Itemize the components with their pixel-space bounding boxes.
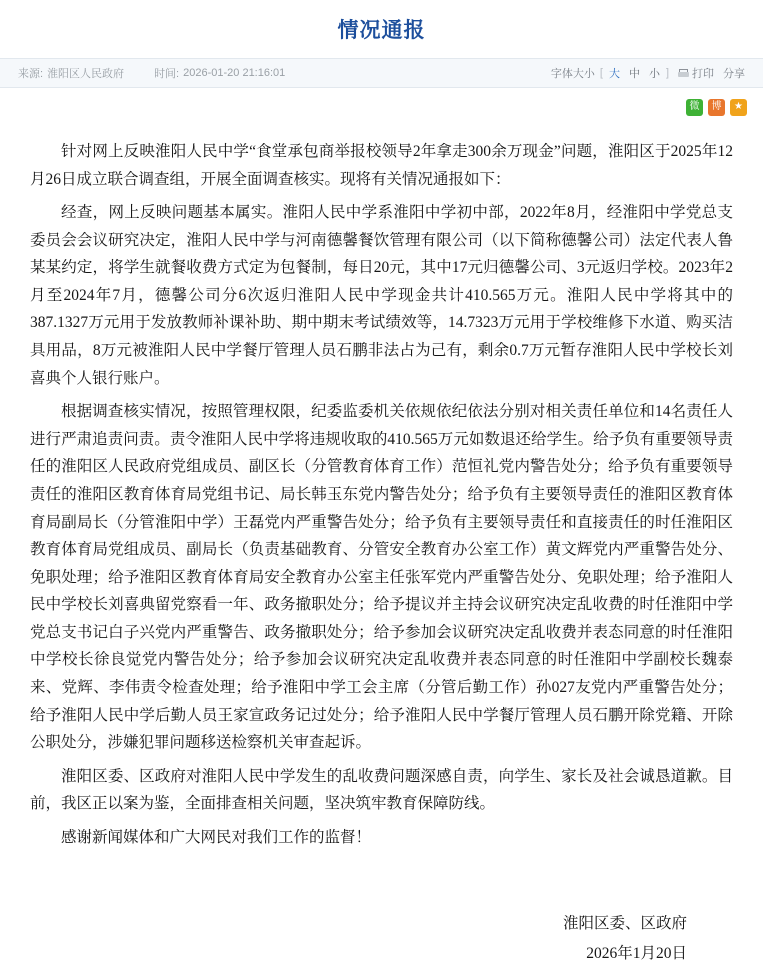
- article-body: [0, 120, 763, 968]
- fontsize-medium-button[interactable]: 中: [628, 68, 640, 80]
- favorite-share-icon[interactable]: ★: [730, 99, 747, 116]
- paragraph: 感谢新闻媒体和广大网民对我们工作的监督！: [61, 828, 372, 846]
- time-label: 时间:: [154, 68, 180, 80]
- print-label: 打印: [692, 68, 714, 80]
- meta-right-group: [551, 65, 745, 81]
- wechat-share-icon[interactable]: 微: [686, 99, 703, 116]
- bracket-close: ]: [665, 67, 669, 79]
- signature-org: 淮阳区委、区政府: [562, 915, 687, 933]
- bracket-open: [: [599, 67, 603, 79]
- signature-date: 2026年1月20日: [586, 944, 687, 962]
- signature-block: [30, 909, 733, 968]
- page-title: 情况通报: [337, 19, 426, 42]
- print-button[interactable]: [678, 65, 714, 81]
- time-value: 2026-01-20 21:16:01: [183, 67, 286, 79]
- share-icon-row: [0, 88, 763, 120]
- printer-icon: [678, 69, 689, 78]
- paragraph: 针对网上反映淮阳人民中学“食堂承包商举报校领导2年拿走300余万现金”问题，淮阳区于2025年12月26日成立联合调查组，开展全面调查核实。现将有关情况通报如下：: [30, 143, 733, 188]
- meta-left-group: [18, 65, 285, 81]
- source-value: 淮阳区人民政府: [47, 68, 125, 80]
- paragraph: 根据调查核实情况，按照管理权限，纪委监委机关依规依纪依法分别对相关责任单位和14名责任人进行严肃追责问责。责令淮阳人民中学将违规收取的410.565万元如数退还给学生。给予负有重要领导责任的淮阳区人民政府党组成员、副区长（分管教育体育工作）范恒礼党内警告处分；给予负有重要领导责任的淮阳区教育体育局党组书记、局长韩玉东党内警告处分；给予负有主要领导责任的淮阳区教育体育局副局长（分管淮阳中学）王磊党内严重警告处分；给予负有主要领导责任和直接责任的时任淮阳区教育体育局党组成员、副局长（负责基础教育、分管安全教育办公室工作）黄文辉党内严重警告处分、免职处理；给予淮阳区教育体育局安全教育办公室主任张军党内严重警告处分、免职处理；给予淮阳人民中学校长刘喜典留党察看一年、政务撤职处分；给予提议并主持会议研究决定乱收费的时任淮阳中学党总支书记白子兴党内严重警告、政务撤职处分；给予参加会议研究决定乱收费并表态同意的时任淮阳中学校长徐良觉党内警告处分；给予参加会议研究决定乱收费并表态同意的时任淮阳中学副校长魏泰来、党辉、李伟责令检查处理；给予淮阳中学工会主席（分管后勤工作）孙027友党内严重警告处分；给予淮阳人民中学后勤人员王家宣政务记过处分；给予淮阳人民中学餐厅管理人员石鹏开除党籍、开除公职处分，涉嫌犯罪问题移送检察机关审查起诉。: [30, 403, 733, 752]
- share-label: 分享: [723, 68, 745, 80]
- fontsize-small-button[interactable]: 小: [648, 68, 660, 80]
- meta-bar: [0, 58, 763, 88]
- weibo-share-icon[interactable]: 博: [708, 99, 725, 116]
- paragraph: 经查，网上反映问题基本属实。淮阳人民中学系淮阳中学初中部，2022年8月，经淮阳中学党总支委员会会议研究决定，淮阳人民中学与河南德馨餐饮管理有限公司（以下简称德馨公司）法定代表人鲁某某约定，将学生就餐收费方式定为包餐制，每日20元，其中17元归德馨公司、3元返归学校。2023年2月至2024年7月，德馨公司分6次返归淮阳人民中学现金共计410.565万元。淮阳人民中学将其中的387.1327万元用于发放教师补课补助、期中期末考试绩效等，14.7323万元用于学校维修下水道、购买洁具用品，8万元被淮阳人民中学餐厅管理人员石鹏非法占为己有，剩余0.7万元暂存淮阳人民中学校长刘喜典个人银行账户。: [30, 204, 733, 387]
- source-label: 来源:: [18, 68, 44, 80]
- share-button[interactable]: [723, 65, 745, 81]
- fontsize-label: 字体大小: [550, 68, 595, 80]
- paragraph: 淮阳区委、区政府对淮阳人民中学发生的乱收费问题深感自责，向学生、家长及社会诚恳道歉。目前，我区正以案为鉴，全面排查相关问题，坚决筑牢教育保障防线。: [30, 767, 733, 813]
- fontsize-large-button[interactable]: 大: [608, 68, 620, 80]
